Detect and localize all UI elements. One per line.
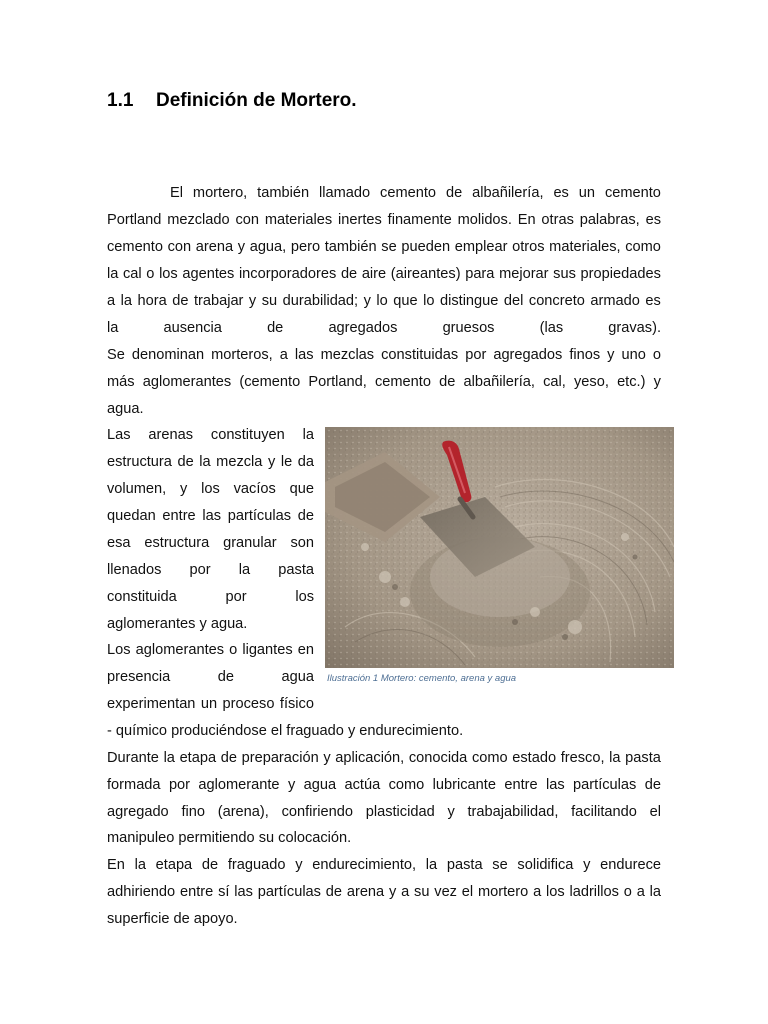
word: partículas (227, 508, 292, 524)
word: granular (223, 535, 277, 551)
word: de (201, 857, 219, 873)
word: mezclas (320, 347, 375, 363)
word: de (297, 508, 314, 524)
word: la (425, 857, 438, 873)
word: uno (621, 347, 646, 363)
word: como (388, 777, 425, 793)
word: Las (107, 427, 131, 443)
word: más (107, 374, 135, 390)
word: de (325, 884, 343, 900)
word: arenas (148, 427, 194, 443)
mortar-photo (325, 427, 674, 668)
word: se (381, 239, 397, 255)
text-line (107, 803, 661, 821)
section-number: 1.1 (107, 90, 134, 111)
text-line (107, 588, 314, 606)
word: aglomerante (198, 777, 280, 793)
word: y (388, 884, 397, 900)
text-line (107, 292, 661, 310)
word: arena (346, 884, 385, 900)
word: aglomerantes (135, 642, 225, 658)
word: las (234, 884, 253, 900)
word: otros (512, 239, 545, 255)
word: gruesos (442, 320, 495, 336)
word: (arena), (217, 804, 269, 820)
word: a (107, 293, 116, 309)
word: concreto (528, 293, 585, 309)
word: denominan (131, 347, 205, 363)
word: materiales (264, 212, 333, 228)
word: en (297, 642, 314, 658)
word: los (546, 884, 565, 900)
text-line (107, 346, 661, 364)
word: volumen, (107, 481, 167, 497)
word: o (229, 642, 238, 658)
word: y (653, 374, 661, 390)
word: y (447, 804, 455, 820)
word: a (636, 884, 645, 900)
text-line (107, 534, 314, 552)
word: la (163, 750, 175, 766)
word: aire (361, 266, 387, 282)
text-line (107, 319, 661, 337)
word: trabajabilidad, (467, 804, 559, 820)
word: la (238, 562, 251, 578)
word: partículas (573, 777, 637, 793)
word: los (201, 481, 220, 497)
text-line (107, 561, 314, 579)
word: (cemento (239, 374, 301, 390)
word: le (280, 454, 293, 470)
word: durabilidad; (282, 293, 359, 309)
word: emplear (454, 239, 508, 255)
word: con (167, 239, 192, 255)
word: estructura (144, 535, 210, 551)
word: ligantes (242, 642, 293, 658)
word: la (609, 750, 621, 766)
word: el (649, 804, 661, 820)
word: quedan (107, 508, 156, 524)
word: albañilería, (463, 374, 535, 390)
word: cemento (604, 185, 661, 201)
text-line (107, 507, 314, 525)
word: vez (434, 884, 457, 900)
word: la (649, 884, 661, 900)
word: la (199, 454, 211, 470)
word: con (235, 212, 260, 228)
word: ausencia (163, 320, 222, 336)
word: se (492, 857, 508, 873)
word: Se (107, 347, 125, 363)
word: estado (512, 750, 557, 766)
word: como (625, 239, 661, 255)
word: agua, (249, 239, 287, 255)
text-line (107, 749, 661, 767)
section-title: Definición de Mortero. (156, 90, 357, 111)
word: sus (553, 266, 576, 282)
word: pero (290, 239, 321, 255)
word: y (267, 454, 276, 470)
word: sí (218, 884, 230, 900)
word: de (177, 454, 194, 470)
word: cal (123, 266, 142, 282)
word: del (503, 293, 524, 309)
text-line: superficie de apoyo. (107, 911, 238, 927)
word: arena (195, 239, 234, 255)
word: molidos. (457, 212, 512, 228)
word: propiedades (580, 266, 661, 282)
word: por (168, 777, 191, 793)
word: armado (590, 293, 640, 309)
text-line: agua. (107, 401, 144, 417)
word: cemento (380, 185, 437, 201)
word: lo (423, 293, 435, 309)
word: fraguado (227, 857, 286, 873)
word: pasta (625, 750, 661, 766)
word: preparación (241, 750, 319, 766)
word: adhiriendo (107, 884, 176, 900)
text-line: aglomerantes y agua. (107, 616, 248, 632)
word: los (295, 589, 314, 605)
text-line (107, 668, 314, 686)
word: de (439, 374, 456, 390)
word: fresco, (560, 750, 605, 766)
word: pasta (446, 857, 483, 873)
text-line (107, 641, 314, 659)
word: a (401, 884, 410, 900)
text-line: manipuleo permitiendo su colocación. (107, 830, 352, 846)
word: partículas (257, 884, 321, 900)
word: de (340, 266, 358, 282)
word: y (607, 347, 615, 363)
word: como (471, 750, 508, 766)
word: o (146, 266, 155, 282)
text-line (107, 776, 661, 794)
word: inertes (338, 212, 382, 228)
word: de (267, 320, 284, 336)
word: albañilería, (472, 185, 544, 201)
word: estructura (107, 454, 172, 470)
word: también (257, 185, 310, 201)
text-line (107, 695, 314, 713)
word: agregados (493, 347, 563, 363)
word: por (465, 347, 487, 363)
word: agua (281, 669, 314, 685)
word: de (445, 185, 463, 201)
word: palabras, (579, 212, 640, 228)
word: su (414, 884, 430, 900)
word: hora (137, 293, 167, 309)
word: entre (162, 508, 196, 524)
word: de (644, 777, 661, 793)
word: endurecimiento, (312, 857, 417, 873)
word: un (578, 185, 596, 201)
word: distingue (439, 293, 499, 309)
word: actúa (344, 777, 381, 793)
word: Los (107, 642, 131, 658)
word: vacíos (233, 481, 276, 497)
word: finos (569, 347, 601, 363)
word: llenados (107, 562, 162, 578)
word: o (652, 347, 661, 363)
word: las (202, 508, 222, 524)
word: llamado (319, 185, 371, 201)
figure-caption: Ilustración 1 Mortero: cemento, arena y agua (327, 673, 517, 684)
word: ladrillos (569, 884, 619, 900)
word: facilitando (571, 804, 637, 820)
word: los (159, 266, 178, 282)
word: lo (376, 293, 388, 309)
word: etc.) (617, 374, 646, 390)
word: un (200, 696, 218, 712)
word: es (645, 293, 661, 309)
word: la (120, 293, 132, 309)
word: El (170, 185, 183, 201)
word: mortero (477, 884, 529, 900)
word: las (546, 777, 565, 793)
word: la (107, 266, 119, 282)
word: En (517, 212, 536, 228)
word: formada (107, 777, 161, 793)
word: o (623, 884, 632, 900)
word: Portland, (308, 374, 367, 390)
word: trabajar (193, 293, 244, 309)
word: proceso (222, 696, 275, 712)
word: el (461, 884, 474, 900)
word: etapa (155, 857, 193, 873)
word: para (465, 266, 495, 282)
word: (aireantes) (390, 266, 461, 282)
word: fino (181, 804, 205, 820)
word: agregados (328, 320, 398, 336)
word: En (107, 857, 125, 873)
word: que (289, 481, 314, 497)
word: mezcla (216, 454, 263, 470)
text-line (107, 265, 661, 283)
word: entre (179, 884, 214, 900)
text-line (107, 856, 661, 874)
word: y (583, 857, 591, 873)
word: solidifica (517, 857, 574, 873)
word: es (645, 212, 661, 228)
word: finamente (387, 212, 452, 228)
text-line (107, 453, 314, 471)
word: y (248, 293, 257, 309)
word: experimentan (107, 696, 196, 712)
text-line (107, 238, 661, 256)
word: y (323, 750, 331, 766)
word: la (107, 320, 119, 336)
word: son (290, 535, 314, 551)
word: de (172, 293, 189, 309)
word: constituyen (210, 427, 285, 443)
word: morteros, (211, 347, 273, 363)
text-line: - químico produciéndose el fraguado y endurecimiento. (107, 723, 464, 739)
word: constituidas (381, 347, 459, 363)
word: gravas). (608, 320, 661, 336)
word: aglomerantes (142, 374, 232, 390)
word: esa (107, 535, 131, 551)
word: y (295, 857, 303, 873)
text-line (107, 480, 314, 498)
word: cemento (107, 239, 163, 255)
word: constituida (107, 589, 177, 605)
text-line (107, 373, 661, 391)
word: materiales, (549, 239, 621, 255)
word: también (324, 239, 377, 255)
word: la (134, 857, 146, 873)
word: las (294, 347, 314, 363)
word: Portland (107, 212, 162, 228)
word: por (189, 562, 211, 578)
word: mezclado (167, 212, 230, 228)
text-line (107, 426, 314, 444)
word: y (363, 293, 371, 309)
word: agregado (107, 804, 169, 820)
word: agua (303, 777, 337, 793)
word: otras (541, 212, 574, 228)
word: da (297, 454, 314, 470)
word: yeso, (574, 374, 609, 390)
word: aplicación, (335, 750, 405, 766)
word: mortero, (192, 185, 248, 201)
word: agentes (182, 266, 235, 282)
word: y (237, 239, 246, 255)
word: de (220, 750, 237, 766)
word: confiriendo (281, 804, 353, 820)
word: incorporadores (238, 266, 337, 282)
word: la (302, 427, 314, 443)
word: cemento (374, 374, 431, 390)
word: a (279, 347, 288, 363)
word: es (553, 185, 569, 201)
text-line (107, 184, 661, 202)
word: y (180, 481, 188, 497)
word: Durante (107, 750, 159, 766)
word: su (261, 293, 278, 309)
word: a (533, 884, 542, 900)
text-line (107, 883, 661, 901)
word: presencia (107, 669, 171, 685)
word: endurece (600, 857, 661, 873)
text-line (107, 211, 661, 229)
word: de (217, 669, 235, 685)
word: conocida (408, 750, 468, 766)
word: por (225, 589, 247, 605)
word: pasta (278, 562, 314, 578)
word: y (287, 777, 296, 793)
word: que (393, 293, 418, 309)
section-heading (107, 90, 357, 112)
word: entre (504, 777, 538, 793)
word: lubricante (432, 777, 496, 793)
word: pueden (401, 239, 451, 255)
word: etapa (179, 750, 217, 766)
word: físico (279, 696, 314, 712)
word: (las (539, 320, 564, 336)
word: plasticidad (365, 804, 435, 820)
word: cal, (543, 374, 566, 390)
word: mejorar (499, 266, 549, 282)
